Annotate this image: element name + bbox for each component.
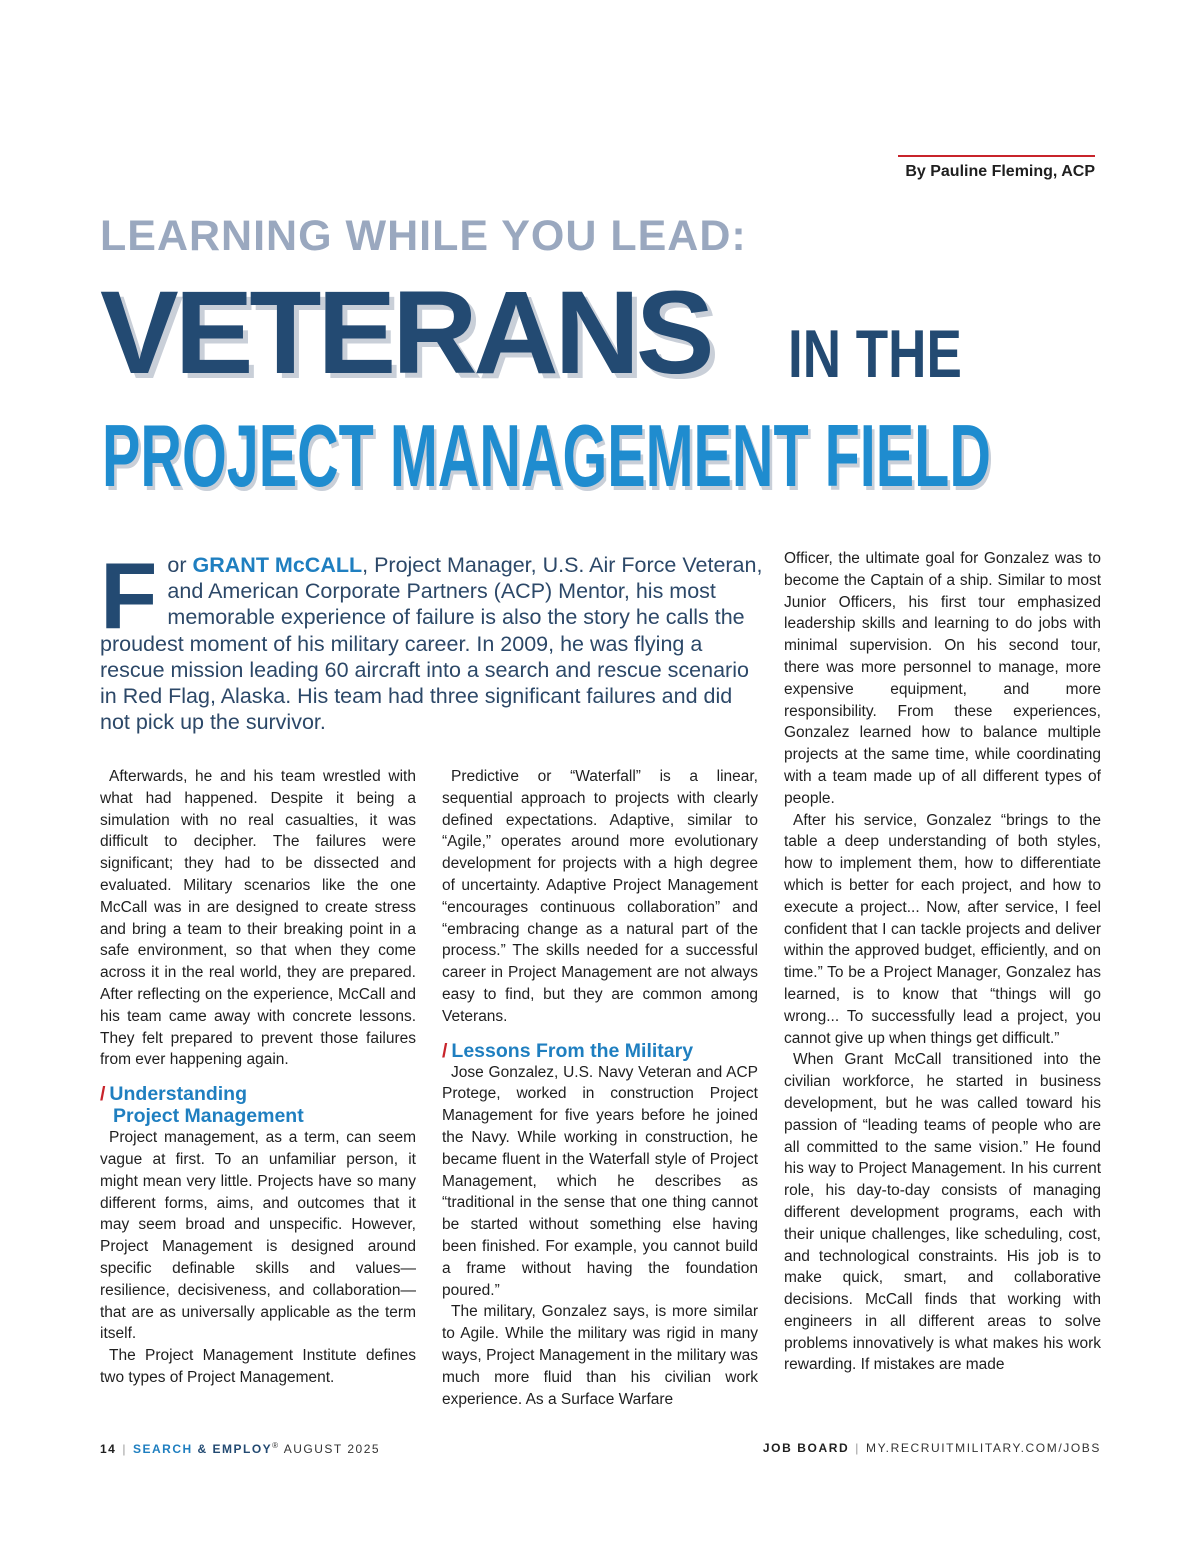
paragraph: Officer, the ultimate goal for Gonzalez was to become the Captain of a ship. Similar to most Junior Officers, his first tour emphasized leadership skills and learning to do jobs with minimal supervision. On his second tour, there was more personnel to manage, more expensive equipment, and more responsibility. From these experiences, Gonzalez learned how to balance multiple projects at the same time, while coordinating with a team made up of all different types of people. — [784, 550, 1101, 807]
paragraph: Afterwards, he and his team wrestled with what had happened. Despite it being a simulation with no real casualties, it was difficult to decipher. The failures were significant; they had to be dissected and evaluated. Military scenarios like the one McCall was in are designed to create stress and bring a team to their breaking point in a safe environment, so that when they come across it in the real world, they are prepared. After reflecting on the experience, McCall and his team came away with concrete lessons. They felt prepared to prevent those failures from ever happening again. — [100, 768, 416, 1069]
article-column-1 — [100, 766, 416, 1389]
title-in-the: IN THE — [788, 316, 962, 392]
byline: By Pauline Fleming, ACP — [905, 163, 1095, 180]
paragraph: After his service, Gonzalez “brings to the table a deep understanding of both styles, how to implement them, how to differentiate which is better for each project, and how to execute a project... Now, after service, I feel confident that I can tackle projects and deliver within the approved budget, efficiently, and on time.” To be a Project Manager, Gonzalez has learned, is to know that “things will go wrong... To successfully lead a project, you cannot give up when things get difficult.” — [784, 811, 1101, 1047]
section-heading-line1: Understanding — [109, 1083, 248, 1106]
lead-name: GRANT McCALL — [192, 553, 363, 577]
title-subject: PROJECT MANAGEMENT FIELD — [102, 406, 991, 505]
title-main: VETERANS — [100, 267, 711, 399]
paragraph: When Grant McCall transitioned into the civilian workforce, he started in business development, but he was called toward his passion of “leading teams of people who are all committed to the same vision.” He found his way to Project Management. In his current role, his day-to-day consists of managing different development programs, each with their unique challenges, like scheduling, cost, and technological constraints. His job is to make quick, smart, and collaborative decisions. McCall finds that working with engineers in all different areas to solve problems innovatively is what makes his work rewarding. If mistakes are made — [784, 1051, 1101, 1374]
title-kicker: LEARNING WHILE YOU LEAD: — [100, 212, 747, 260]
issue-date: AUGUST 2025 — [283, 1442, 381, 1456]
section-heading-line2: Project Management — [113, 1105, 304, 1128]
drop-cap: F — [100, 543, 158, 648]
paragraph: The Project Management Institute defines two types of Project Management. — [100, 1347, 416, 1386]
lead-text-after: , Project Manager, U.S. Air Force Veteran, and American Corporate Partners (ACP) Mentor, his most memorable experience of failure is also the story he calls the proudest moment of his military career. In 2009, he was flying a rescue mission leading 60 aircraft into a search and rescue scenario in Red Flag, Alaska. His team had three significant failures and did not pick up the survivor. — [100, 553, 763, 735]
footer-left: 14 | SEARCH & EMPLOY® AUGUST 2025 — [100, 1441, 381, 1456]
paragraph: Jose Gonzalez, U.S. Navy Veteran and ACP Protege, worked in construction Project Management for five years before he joined the Navy. While working in construction, he became fluent in the Waterfall style of Project Management, which he describes as “traditional in the sense that one thing cannot be started without something else having been finished. For example, you cannot build a frame without having the foundation poured.” — [442, 1063, 758, 1299]
lead-text-before: or — [167, 553, 193, 577]
page-number: 14 — [100, 1442, 117, 1456]
section-heading-text: Lessons From the Military — [451, 1039, 694, 1062]
brand-employ: & EMPLOY — [197, 1442, 273, 1456]
job-board-label: JOB BOARD — [762, 1441, 850, 1455]
lead-paragraph — [100, 543, 765, 735]
section-heading: / Lessons From the Military — [442, 1039, 694, 1062]
section-heading: / Understanding Project Management — [100, 1083, 416, 1127]
paragraph: The military, Gonzalez says, is more similar to Agile. While the military was rigid in many ways, Project Management in the military was much more fluid than his civilian work experience. As a Surface Warfare — [442, 1303, 758, 1408]
article-column-3 — [784, 548, 1101, 1376]
footer-right: JOB BOARD | MY.RECRUITMILITARY.COM/JOBS — [762, 1441, 1101, 1455]
job-board-url[interactable]: MY.RECRUITMILITARY.COM/JOBS — [865, 1441, 1101, 1455]
brand-search: SEARCH — [132, 1442, 193, 1456]
paragraph: Project management, as a term, can seem vague at first. To an unfamiliar person, it might mean very little. Projects have so many different forms, aims, and outcomes that it may seem broad and unspecific. However, Project Management is designed around specific definable skills and values—resilience, decisiveness, and collaboration—that are as universally applicable as the term itself. — [100, 1129, 416, 1343]
paragraph: Predictive or “Waterfall” is a linear, sequential approach to projects with clearly defined expectations. Adaptive, similar to “Agile,” operates around more evolutionary development for projects with a high degree of uncertainty. Adaptive Project Management “encourages continuous collaboration” and “embracing change as a natural part of the process.” The skills needed for a successful career in Project Management are not always easy to find, but they are common among Veterans. — [442, 768, 758, 1025]
article-column-2 — [442, 766, 758, 1410]
byline-rule — [898, 155, 1095, 157]
